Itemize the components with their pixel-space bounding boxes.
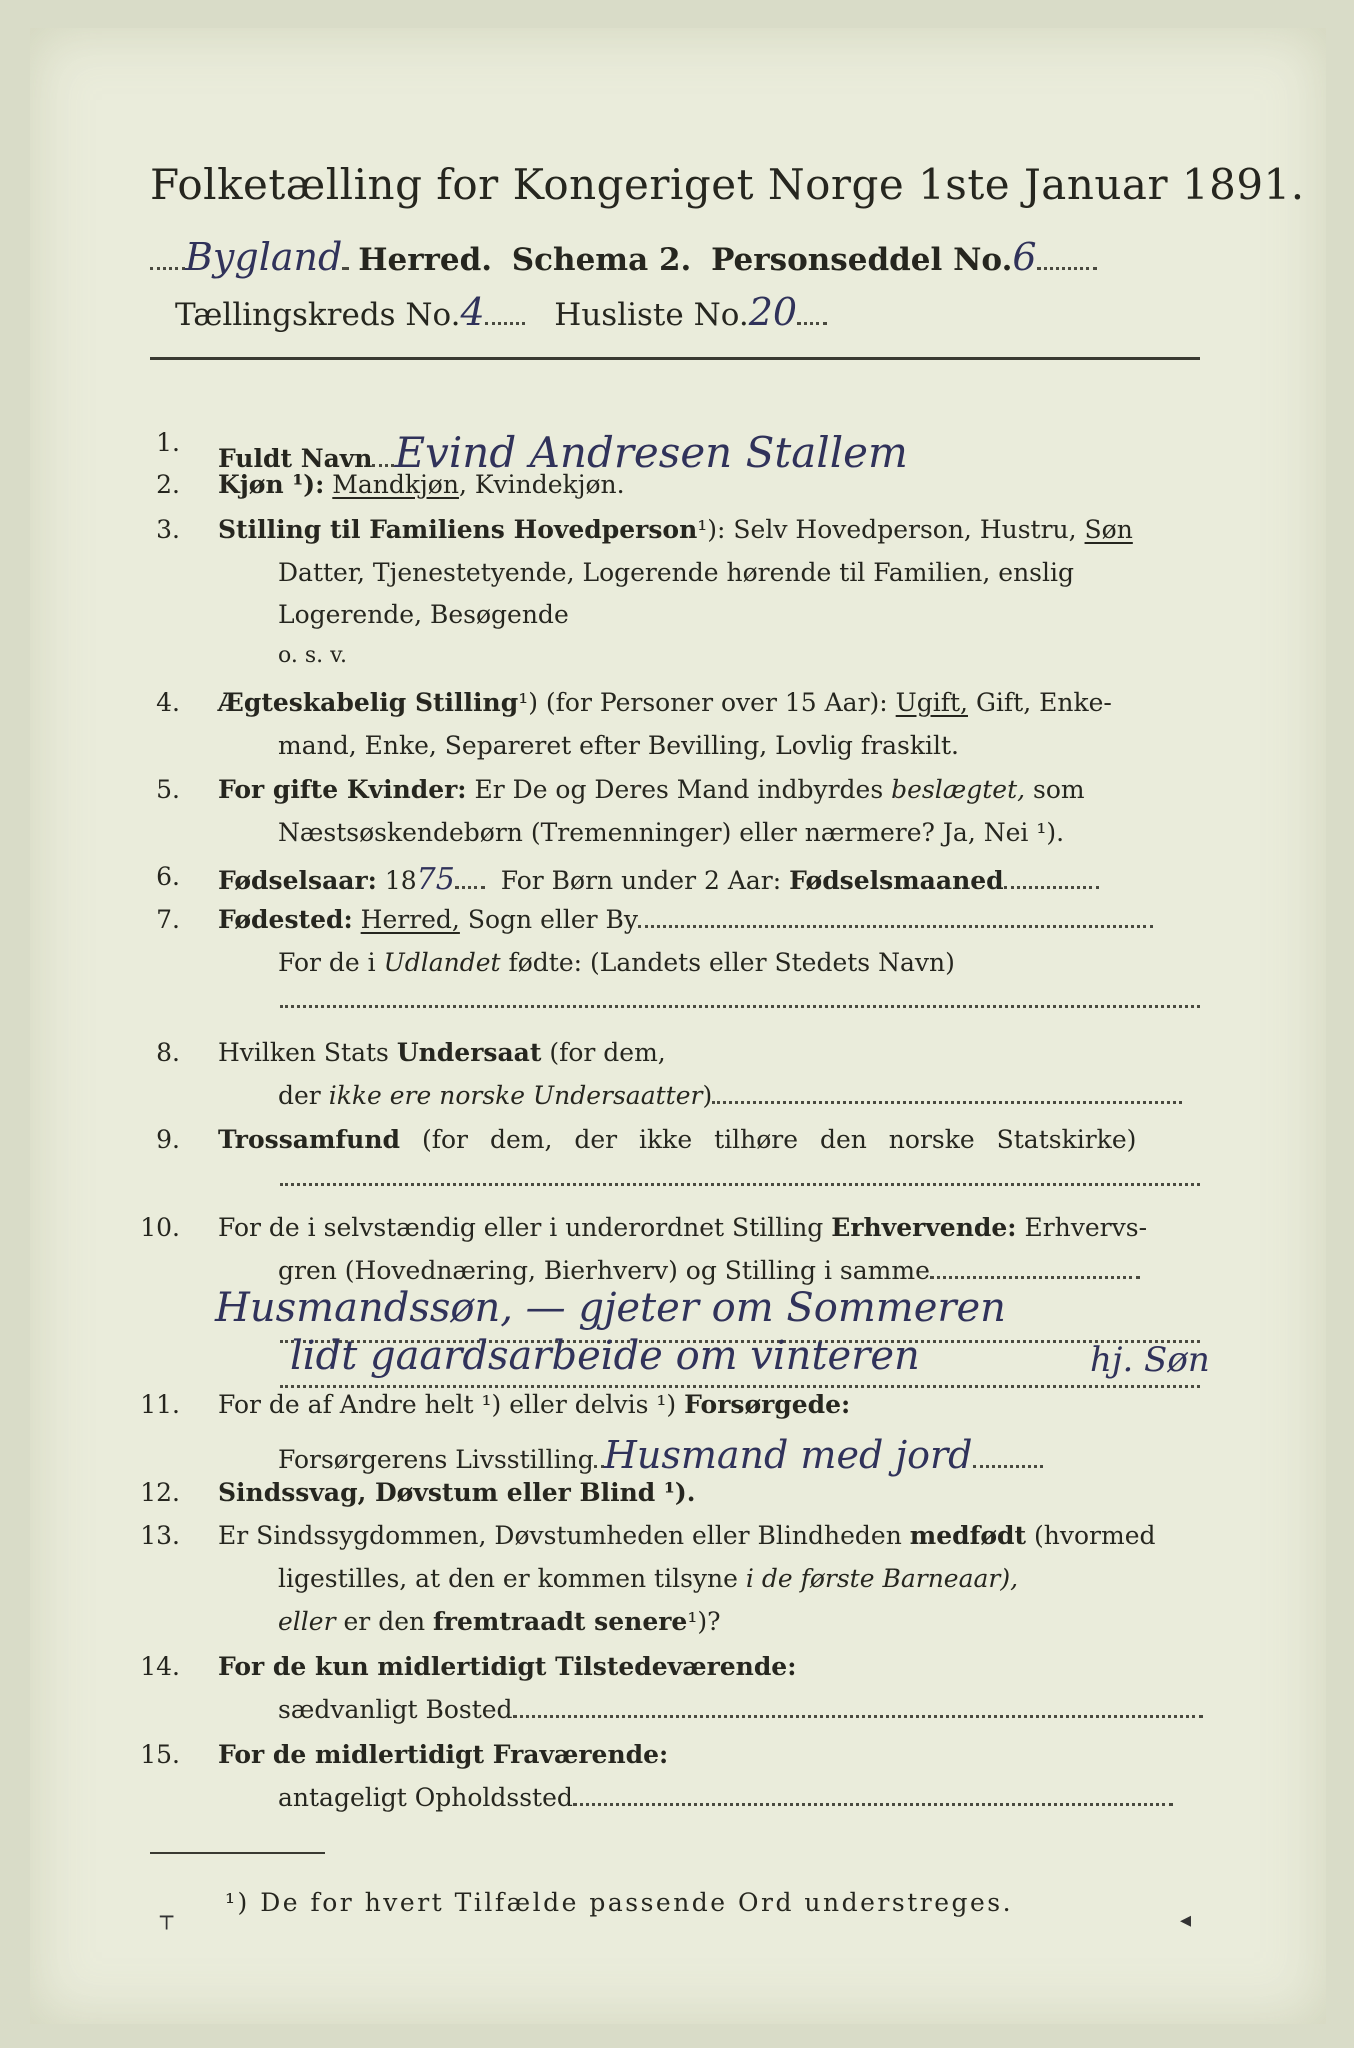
dotted-fill: [513, 1715, 1203, 1718]
q6-row: [218, 862, 1099, 897]
q4-text-b: Gift, Enke-: [975, 688, 1112, 717]
q11-row: [218, 1390, 850, 1419]
q10-number: 10.: [140, 1213, 180, 1242]
q13-row-c: [278, 1607, 721, 1636]
q3-text-b: Datter, Tjenestetyende, Logerende hørende til Familien, enslig: [278, 558, 1075, 587]
q3-option-son: Søn: [1084, 515, 1133, 544]
q8-label: Undersaat: [396, 1038, 542, 1067]
dotted-fill: [150, 267, 185, 270]
husliste-no: 20: [748, 290, 798, 334]
kreds-no: 4: [460, 290, 485, 334]
header-herred-line: [150, 235, 1097, 279]
q7-number: 7.: [156, 905, 180, 934]
herred-label: Herred.: [358, 242, 493, 278]
q14-text-b: sædvanligt Bosted: [278, 1695, 513, 1724]
q14-label: For de kun midlertidigt Tilstedeværende:: [218, 1652, 797, 1681]
q5-text-b: beslægtet,: [891, 775, 1026, 804]
dotted-fill: [1037, 267, 1097, 270]
q8-row-b: der ikke ere norske Undersaatter): [278, 1081, 1182, 1110]
q6-text-c: Fødselsmaaned: [789, 866, 1004, 895]
q7-row: [218, 905, 1153, 934]
q7-label: Fødested:: [218, 905, 353, 934]
dotted-fill: [455, 886, 485, 889]
footnote-rule: [150, 1852, 325, 1854]
dotted-fill: [342, 267, 348, 270]
q9-number: 9.: [156, 1125, 180, 1154]
q10-dotted-line-2: [280, 1385, 1200, 1388]
q11-row-b: [278, 1433, 1043, 1477]
q15-number: 15.: [140, 1740, 180, 1769]
q13-text-b: medfødt: [909, 1521, 1027, 1550]
q8-text-c: der: [278, 1081, 321, 1110]
q5-row: [218, 775, 1085, 804]
dotted-fill: [485, 322, 525, 325]
q5-label: For gifte Kvinder:: [218, 775, 467, 804]
q8-text-b: (for dem,: [549, 1038, 666, 1067]
q2-option-mandkjon: Mandkjøn: [332, 470, 459, 499]
q3-row: [218, 515, 1133, 544]
q6-prefix: 18: [384, 866, 417, 895]
q13-text-a: Er Sindssygdommen, Døvstumheden eller Blindheden: [218, 1521, 902, 1550]
kreds-label: Tællingskreds No.: [175, 297, 461, 333]
q4-number: 4.: [156, 688, 180, 717]
q12-label: Sindssvag, Døvstum eller Blind ¹).: [218, 1478, 696, 1507]
q10-row-b: [278, 1256, 1140, 1285]
q11-text-a: For de af Andre helt ¹) eller delvis ¹): [218, 1390, 677, 1419]
q6-label: Fødselsaar:: [218, 866, 377, 895]
q13-text-h: fremtraadt senere: [433, 1607, 688, 1636]
q9-blank-line: [280, 1183, 1200, 1186]
dotted-fill: [797, 322, 827, 325]
footnote: ¹) De for hvert Tilfælde passende Ord understreges.: [225, 1888, 1014, 1917]
q8-number: 8.: [156, 1038, 180, 1067]
dotted-fill: [973, 1465, 1043, 1468]
dotted-fill: [573, 1803, 1173, 1806]
q5-number: 5.: [156, 775, 180, 804]
q3-text-a: ¹): Selv Hovedperson, Hustru,: [697, 515, 1077, 544]
q8-row: [218, 1038, 666, 1067]
q2-label: Kjøn ¹):: [218, 470, 325, 499]
q6-birth-year-value: 75: [416, 862, 455, 897]
arrow-mark-icon: ◂: [1180, 1908, 1192, 1933]
q4-text-c: mand, Enke, Separeret efter Bevilling, Lovlig fraskilt.: [278, 731, 959, 760]
q10-text-c: gren (Hovednæring, Bierhverv) og Stilling i samme: [278, 1256, 930, 1285]
q2-number: 2.: [156, 470, 180, 499]
q4-label: Ægteskabelig Stilling: [218, 688, 519, 717]
husliste-label: Husliste No.: [554, 297, 749, 333]
personseddel-label: Personseddel No.: [711, 242, 1013, 278]
q13-text-g: er den: [343, 1607, 426, 1636]
header-rule: [150, 357, 1200, 360]
q10-occupation-value-1: Husmandssøn, — gjeter om Sommeren: [215, 1285, 1006, 1331]
q7-option-herred: Herred,: [360, 905, 460, 934]
q13-text-f: eller: [278, 1607, 336, 1636]
q10-text-a: For de i selvstændig eller i underordnet Stilling: [218, 1213, 824, 1242]
dotted-fill: [1004, 886, 1099, 889]
q12-number: 12.: [140, 1478, 180, 1507]
q8-text-a: Hvilken Stats: [218, 1038, 389, 1067]
q10-occupation-value-2: lidt gaardsarbeide om vinteren: [290, 1333, 920, 1379]
q5-text-d: Næstsøskendebørn (Tremenninger) eller nærmere? Ja, Nei ¹).: [278, 818, 1065, 847]
q9-label: Trossamfund: [218, 1125, 401, 1154]
q10-text-b: Erhvervs-: [1024, 1213, 1148, 1242]
dotted-fill: [930, 1276, 1140, 1279]
q10-annotation: hj. Søn: [1090, 1340, 1210, 1380]
q2-rest: , Kvindekjøn.: [458, 470, 625, 499]
q13-row-b: [278, 1564, 1018, 1593]
q3-text-d: o. s. v.: [278, 643, 347, 668]
q7-text-c: Udlandet: [383, 948, 501, 977]
personseddel-no: 6: [1012, 235, 1037, 279]
q4-text-a: ¹) (for Personer over 15 Aar):: [518, 688, 888, 717]
q15-label: For de midlertidigt Fraværende:: [218, 1740, 669, 1769]
dotted-fill: [638, 925, 1153, 928]
q11-provider-value: Husmand med jord: [603, 1433, 973, 1477]
q1-number: 1.: [156, 428, 180, 457]
q7-text-a: Sogn eller By: [467, 905, 639, 934]
q7-text-b: For de i: [278, 948, 376, 977]
q7-text-d: fødte: (Landets eller Stedets Navn): [508, 948, 955, 977]
q10-row: [218, 1213, 1147, 1242]
schema-label: Schema 2.: [511, 242, 692, 278]
dotted-fill: [712, 1101, 1182, 1104]
q9-row: [218, 1125, 1136, 1154]
herred-name: Bygland: [185, 235, 343, 279]
header-kreds-line: [175, 290, 827, 334]
q6-number: 6.: [156, 862, 180, 891]
q13-text-i: ¹)?: [687, 1607, 721, 1636]
q13-text-c: (hvormed: [1034, 1521, 1156, 1550]
dotted-fill: [594, 1465, 604, 1468]
q10-label: Erhvervende:: [831, 1213, 1017, 1242]
q11-number: 11.: [140, 1390, 180, 1419]
q1-label: Fuldt Navn: [218, 444, 373, 473]
q9-text-a: (for dem, der ikke tilhøre den norske Statskirke): [421, 1125, 1137, 1154]
q15-text-b: antageligt Opholdssted: [278, 1783, 573, 1812]
q11-text-b: Forsørgerens Livsstilling: [278, 1445, 594, 1474]
tick-mark-icon: ┬: [160, 1905, 174, 1930]
form-title: Folketælling for Kongeriget Norge 1ste Januar 1891.: [150, 160, 1305, 209]
q6-text-b: For Børn under 2 Aar:: [500, 866, 782, 895]
q13-text-d: ligestilles, at den er kommen tilsyne: [278, 1564, 738, 1593]
q3-label: Stilling til Familiens Hovedperson: [218, 515, 698, 544]
q11-label: Forsørgede:: [684, 1390, 851, 1419]
q5-text-c: som: [1033, 775, 1085, 804]
q3-text-c: Logerende, Besøgende: [278, 600, 569, 629]
q14-number: 14.: [140, 1652, 180, 1681]
q7-row-b: [278, 948, 955, 977]
q5-text-a: Er De og Deres Mand indbyrdes: [474, 775, 884, 804]
q14-row-b: [278, 1695, 1203, 1724]
q1-full-name-value: Evind Andresen Stallem: [394, 428, 908, 477]
q4-option-ugift: Ugift,: [895, 688, 968, 717]
q13-text-e: i de første Barneaar),: [745, 1564, 1019, 1593]
q2-row: [218, 470, 625, 499]
q7-blank-line: [280, 1005, 1200, 1008]
q13-number: 13.: [140, 1521, 180, 1550]
q15-row-b: [278, 1783, 1173, 1812]
dotted-fill: [372, 464, 394, 467]
q3-number: 3.: [156, 515, 180, 544]
q8-text-d: ikke ere norske Undersaatter: [328, 1081, 703, 1110]
q13-row: [218, 1521, 1156, 1550]
q4-row: [218, 688, 1112, 717]
